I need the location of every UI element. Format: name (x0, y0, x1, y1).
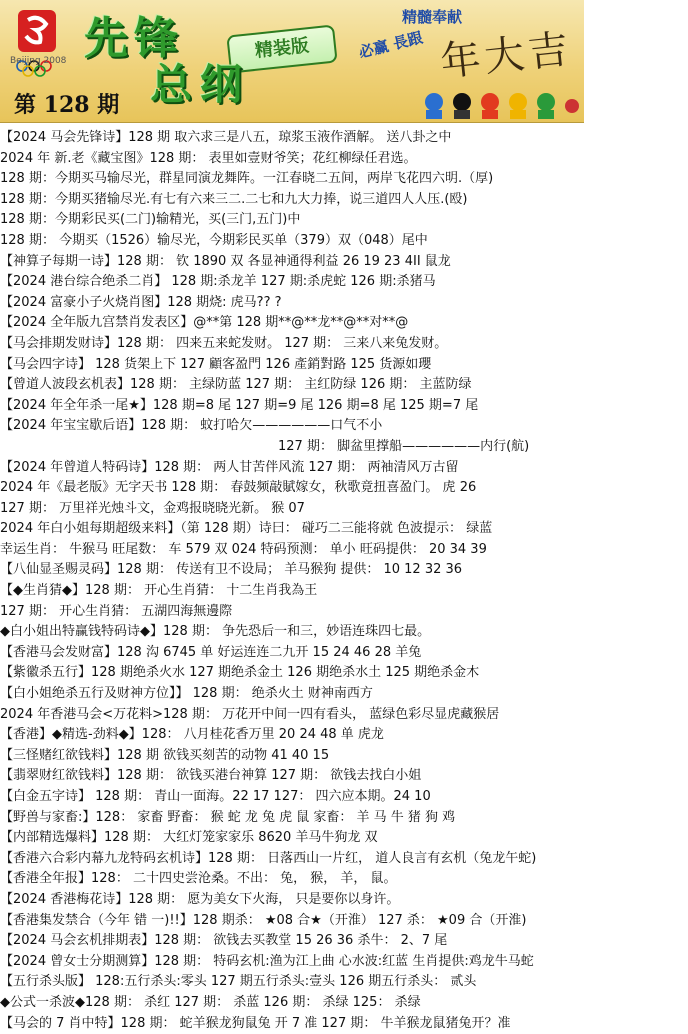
text-line: 2024 年《最老版》无字天书 128 期： 春鼓频敲賦嫁女，秋歌竟扭喜盈门。 虎 26 (0, 480, 477, 496)
text-line: 【2024 全年版九宫禁肖发表区】@**第 128 期**@**龙**@**对**@ (0, 315, 409, 331)
banner-title-top: 先锋 (84, 13, 184, 64)
text-line: 2024 年 新.老《藏宝图》128 期： 表里如壹财爷笑；花红柳绿任君选。 (0, 150, 417, 166)
text-line: 【2024 年宝宝歇后语】128 期： 蚊打哈欠——————口气不小 (0, 418, 383, 434)
text-line: 【◆生肖猜◆】128 期： 开心生肖猜： 十二生肖我為王 (0, 583, 318, 599)
banner-title-bottom: 总纲 (150, 60, 251, 109)
text-line: 128 期：今期买猪输尽光.有七有六来三二.二七和九大力捧，说三道四人人压.(殴) (0, 191, 468, 207)
text-line: 127 期： 开心生肖猜： 五湖四海無邊際 (0, 603, 233, 619)
text-line: 【2024 年曾道人特码诗】128 期： 两人甘苦伴风流 127 期： 两袖清风万古留 (0, 459, 459, 475)
text-line: 【香港马会发财富】128 沟 6745 单 好运连连二九开 15 24 46 28 羊兔 (0, 644, 422, 660)
text-line: 128 期：今期买马输尽光，群星同演龙舞阵。一江春晓二五间，两岸飞花四六明.（厚) (0, 171, 494, 187)
banner-slogan: 精髓奉献 (402, 8, 463, 26)
text-line: 【马会的 7 肖中特】128 期： 蛇羊猴龙狗鼠兔 开 7 准 127 期： 牛羊猴龙鼠猪兔开？准 (0, 1015, 511, 1031)
text-line: 【香港全年报】128： 二十四史尝沧桑。不出： 兔， 猴， 羊， 鼠。 (0, 871, 397, 887)
text-line: 【2024 马会先锋诗】128 期 取六求三是八五，琼浆玉液作酒解。 送八卦之中 (0, 130, 452, 145)
text-line: 【野兽与家畜:】128： 家畜 野畜： 猴 蛇 龙 兔 虎 鼠 家畜： 羊 马 牛 猪 狗 鸡 (0, 809, 456, 825)
text-line: 【内部精选爆料】128 期： 大红灯笼家家乐 8620 羊马牛狗龙 双 (0, 830, 378, 846)
text-line: ◆公式一杀波◆128 期： 杀红 127 期： 杀蓝 126 期： 杀绿 125： 杀绿 (0, 994, 421, 1010)
beijing-2008-logo (8, 8, 70, 78)
text-line: 【2024 富豪小子火烧肖图】128 期烧: 虎马?? ? (0, 294, 282, 310)
text-line: 2024 年白小姐每期超级来料】（第 128 期）诗曰： 碰巧二三能将就 色波提示： 绿蓝 (0, 521, 493, 537)
banner-side-text: 必赢 長跟 (356, 28, 425, 62)
olympic-caption: Beijing 2008 (10, 56, 67, 66)
text-line: 【八仙显圣赐灵码】128 期： 传送有卫不设局； 羊马猴狗 提供： 10 12 32 36 (0, 562, 463, 578)
text-line: 【香港六合彩内幕九龙特码玄机诗】128 期： 日落西山一片红， 道人良言有玄机（兔龙午蛇) (0, 850, 537, 866)
text-line: 【马会排期发财诗】128 期： 四来五来蛇发财。 127 期： 三来八来兔发财。 (0, 335, 448, 351)
text-line: 【五行杀头版】 128:五行杀头:零头 127 期五行杀头:壹头 126 期五行杀头： 贰头 (0, 974, 477, 990)
text-line: 127 期： 万里祥光烛斗文，金鸡报晓晓光新。 猴 07 (0, 500, 305, 516)
text-line: 【曾道人波段玄机表】128 期： 主绿防蓝 127 期： 主红防绿 126 期： 主蓝防绿 (0, 377, 472, 393)
text-line: 128 期： 今期买（1526）输尽光，今期彩民买单（379）双（048）尾中 (0, 232, 428, 248)
text-line: 【白金五字诗】 128 期： 青山一面海。22 17 127： 四六应本期。24 10 (0, 789, 431, 804)
text-line: 【2024 香港梅花诗】128 期： 愿为美女下火海， 只是要你以身许。 (0, 891, 400, 907)
text-line: 2024 年香港马会<万花料>128 期： 万花开中间一四有看头， 蓝绿色彩尽显虎藏猴居 (0, 706, 500, 722)
banner-calligraphy: 年大吉 (438, 26, 575, 86)
edition-badge: 精装版 (226, 24, 337, 73)
issue-number: 第 128 期 (14, 92, 120, 118)
prediction-text-list (0, 128, 688, 1034)
text-line: 【2024 年全年杀一尾★】128 期=8 尾 127 期=9 尾 126 期=8 尾 125 期=7 尾 (0, 397, 479, 413)
text-line: 【2024 曾女士分期测算】128 期： 特码玄机:渔为江上曲 心水波:红蓝 生肖提供:鸡龙牛马蛇 (0, 953, 534, 969)
text-line: 【神算子每期一诗】128 期： 钦 1890 双 各显神通得利益 26 19 23 4II 鼠龙 (0, 253, 451, 269)
text-line: 【香港集发禁合（今年 错 一)!!】128 期杀： ★08 合★（开淮） 127 杀： ★09 合（开淮) (0, 912, 527, 928)
text-line: 【三怪赌红欲钱料】128 期 欲钱买刻苦的动物 41 40 15 (0, 747, 330, 763)
text-line: 【2024 马会玄机排期表】128 期： 欲钱去买教堂 15 26 36 杀牛： 2、7 尾 (0, 933, 448, 949)
header-banner (0, 0, 584, 123)
text-line: 127 期： 脚盆里撑船——————内行(航) (278, 438, 530, 454)
text-line: 【紫徽杀五行】128 期绝杀火水 127 期绝杀金土 126 期绝杀水土 125 期绝杀金木 (0, 665, 480, 681)
text-line: 【白小姐绝杀五行及财神方位】】 128 期： 绝杀火土 财神南西方 (0, 686, 373, 702)
text-line: 【2024 港台综合绝杀二肖】 128 期:杀龙羊 127 期:杀虎蛇 126 期:杀猪马 (0, 274, 436, 290)
text-line: 【香港】◆精选-劲料◆】128： 八月桂花香万里 20 24 48 单 虎龙 (0, 727, 384, 743)
text-line: 幸运生肖： 牛猴马 旺尾数： 车 579 双 024 特码预测： 单小 旺码提供： 20 34 39 (0, 541, 487, 557)
text-line: 128 期：今期彩民买(二门)输精光，买(三门,五门)中 (0, 212, 301, 228)
mascots-illustration (420, 88, 584, 120)
text-line: 【翡翠财红欲钱料】128 期： 欲钱买港台神算 127 期： 欲钱去找白小姐 (0, 768, 422, 784)
text-line: ◆白小姐出特赢钱特码诗◆】128 期： 争先恐后一和三，妙语连珠四七最。 (0, 624, 431, 640)
text-line: 【马会四字诗】 128 货架上下 127 顧客盈門 126 產銷對路 125 货源如瓔 (0, 356, 432, 372)
